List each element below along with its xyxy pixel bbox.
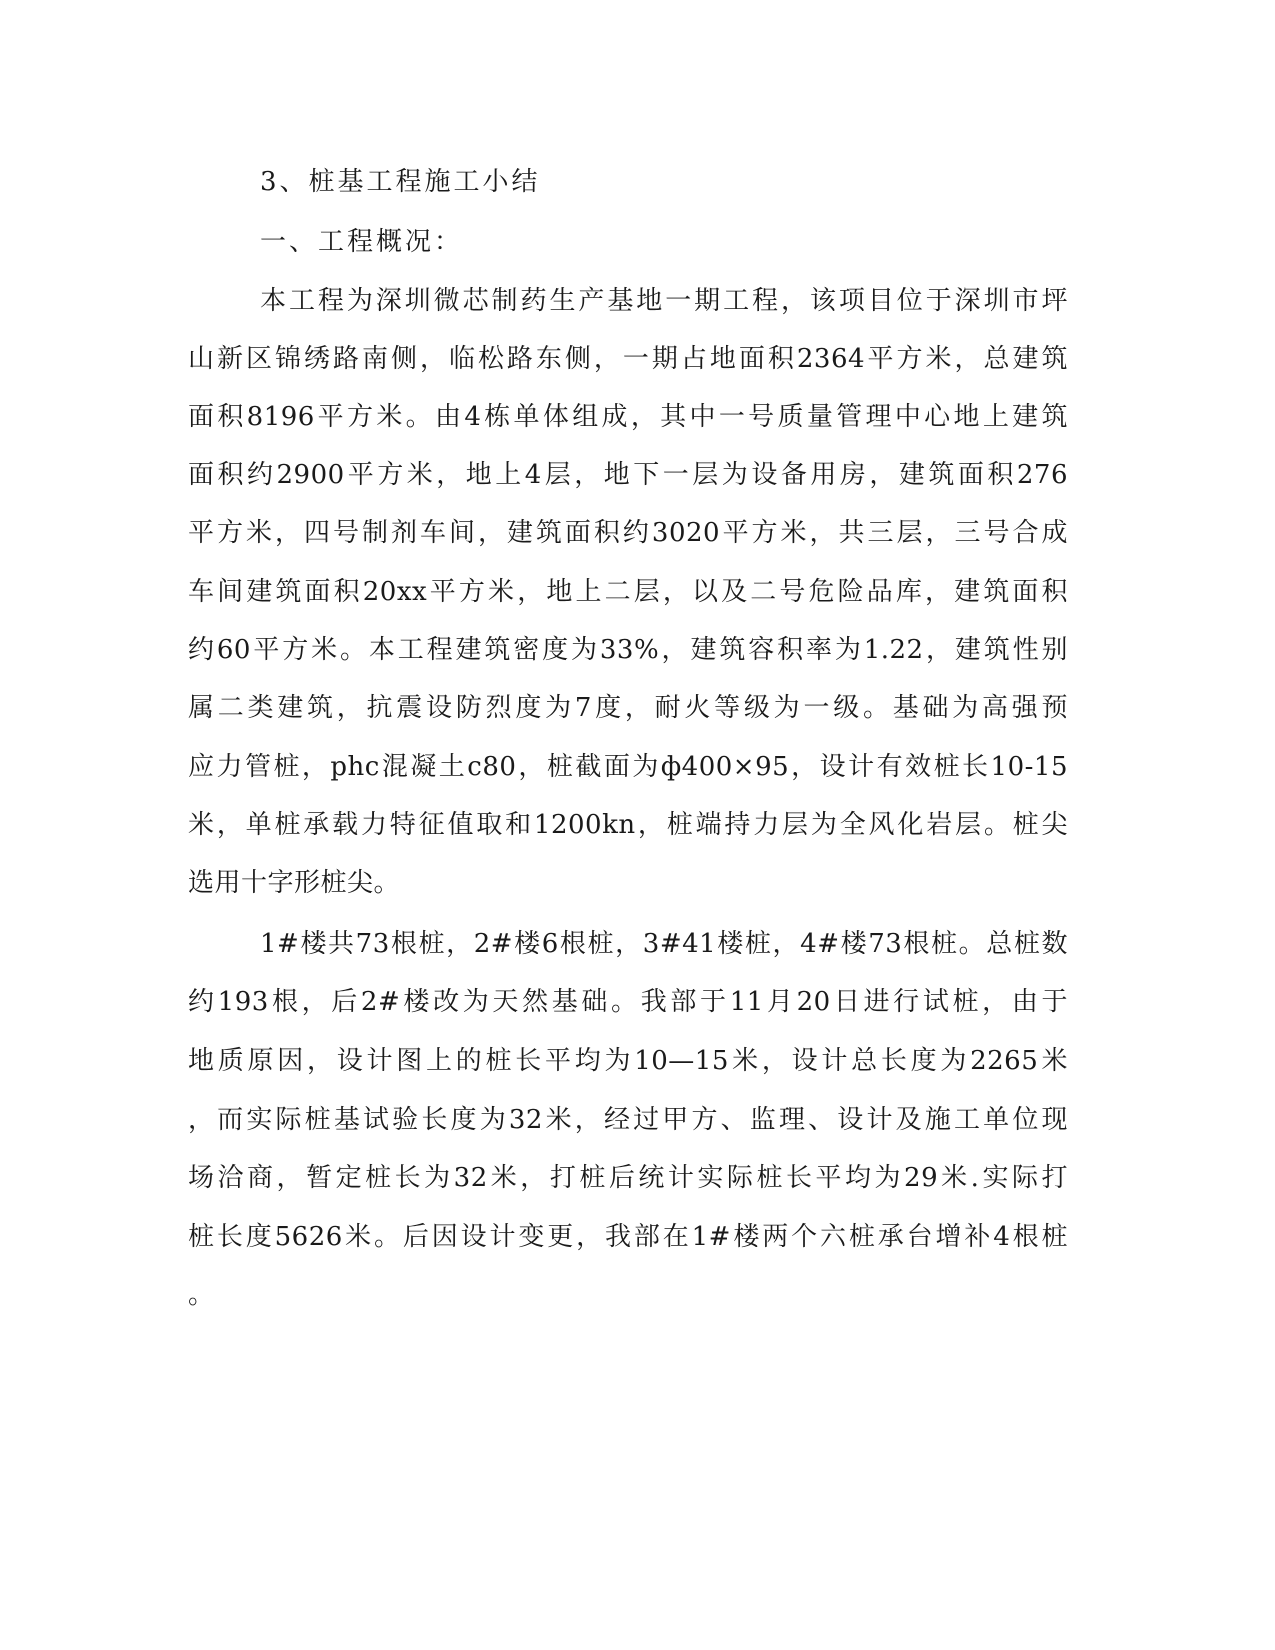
paragraph2-line: 1#楼共73根桩，2#楼6根桩，3#41楼桩，4#楼73根桩。总桩数 xyxy=(260,929,1068,959)
paragraph2-line: ，而实际桩基试验长度为32米，经过甲方、监理、设计及施工单位现 xyxy=(188,1105,1068,1135)
paragraph1-line: 车间建筑面积20xx平方米，地上二层，以及二号危险品库，建筑面积 xyxy=(188,577,1068,607)
paragraph1-line: 山新区锦绣路南侧，临松路东侧，一期占地面积2364平方米，总建筑 xyxy=(188,344,1068,374)
paragraph2-line: 场洽商，暂定桩长为32米，打桩后统计实际桩长平均为29米.实际打 xyxy=(188,1163,1068,1193)
paragraph2-line: 桩长度5626米。后因设计变更，我部在1#楼两个六桩承台增补4根桩 xyxy=(188,1222,1068,1252)
paragraph1-line: 属二类建筑，抗震设防烈度为7度，耐火等级为一级。基础为高强预 xyxy=(188,693,1068,723)
paragraph1-line: 米，单桩承载力特征值取和1200kn，桩端持力层为全风化岩层。桩尖 xyxy=(188,810,1068,840)
paragraph1-line: 本工程为深圳微芯制药生产基地一期工程，该项目位于深圳市坪 xyxy=(260,286,1068,316)
subsection-title: 一、工程概况： xyxy=(260,227,464,257)
paragraph1-line: 面积约2900平方米，地上4层，地下一层为设备用房，建筑面积276 xyxy=(188,460,1068,490)
paragraph2-line: 约193根，后2#楼改为天然基础。我部于11月20日进行试桩，由于 xyxy=(188,987,1068,1017)
paragraph1-line: 选用十字形桩尖。 xyxy=(188,868,401,898)
paragraph1-line: 约60平方米。本工程建筑密度为33%，建筑容积率为1.22，建筑性别 xyxy=(188,635,1068,665)
paragraph2-line: 地质原因，设计图上的桩长平均为10—15米，设计总长度为2265米 xyxy=(188,1046,1068,1076)
paragraph1-line: 应力管桩，phc混凝土c80，桩截面为ф400×95，设计有效桩长10-15 xyxy=(188,752,1068,782)
paragraph1-line: 面积8196平方米。由4栋单体组成，其中一号质量管理中心地上建筑 xyxy=(188,402,1068,432)
paragraph1-line: 平方米，四号制剂车间，建筑面积约3020平方米，共三层，三号合成 xyxy=(188,518,1068,548)
section-title: 3、桩基工程施工小结 xyxy=(260,167,541,197)
paragraph2-line: 。 xyxy=(188,1280,215,1310)
